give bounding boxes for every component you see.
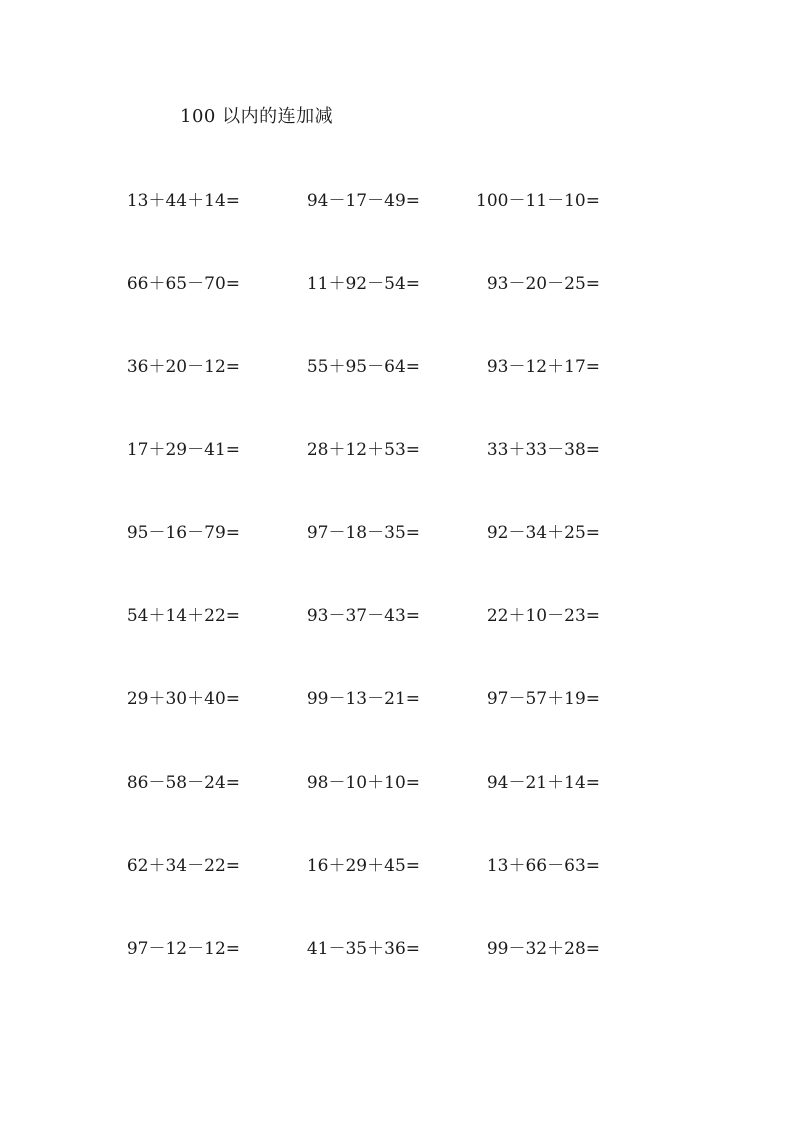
problem-row (0, 851, 794, 881)
problem-row (0, 269, 794, 299)
problem-item: 97－57＋19= (486, 689, 600, 709)
problem-item: 36＋20－12= (126, 357, 240, 377)
problem-row (0, 435, 794, 465)
problem-item: 13＋44＋14= (126, 191, 240, 211)
problem-item: 94－21＋14= (486, 773, 600, 793)
problem-item: 97－12－12= (126, 939, 240, 959)
problem-row (0, 601, 794, 631)
problem-item: 28＋12＋53= (306, 440, 420, 460)
problem-item: 93－20－25= (486, 274, 600, 294)
problem-item: 54＋14＋22= (126, 606, 240, 626)
problem-item: 33＋33－38= (486, 440, 600, 460)
problem-item: 41－35＋36= (306, 939, 420, 959)
problem-item: 93－12＋17= (486, 357, 600, 377)
problem-item: 99－32＋28= (486, 939, 600, 959)
problem-row (0, 768, 794, 798)
problem-item: 86－58－24= (126, 773, 240, 793)
problem-item: 22＋10－23= (486, 606, 600, 626)
problem-row (0, 934, 794, 964)
problem-item: 99－13－21= (306, 689, 420, 709)
problem-item: 13＋66－63= (486, 856, 600, 876)
problem-item: 11＋92－54= (306, 274, 420, 294)
problem-item: 97－18－35= (306, 523, 420, 543)
problem-item: 66＋65－70= (126, 274, 240, 294)
problem-item: 95－16－79= (126, 523, 240, 543)
problem-item: 62＋34－22= (126, 856, 240, 876)
problem-item: 17＋29－41= (126, 440, 240, 460)
problem-row (0, 518, 794, 548)
problem-item: 100－11－10= (476, 191, 600, 211)
problem-row (0, 352, 794, 382)
problem-row (0, 186, 794, 216)
problem-item: 29＋30＋40= (126, 689, 240, 709)
problem-item: 16＋29＋45= (306, 856, 420, 876)
problem-item: 55＋95－64= (306, 357, 420, 377)
problem-item: 94－17－49= (306, 191, 420, 211)
problem-row (0, 684, 794, 714)
worksheet-title: 100 以内的连加减 (180, 106, 334, 127)
problem-item: 98－10＋10= (306, 773, 420, 793)
problem-item: 93－37－43= (306, 606, 420, 626)
problem-item: 92－34＋25= (486, 523, 600, 543)
